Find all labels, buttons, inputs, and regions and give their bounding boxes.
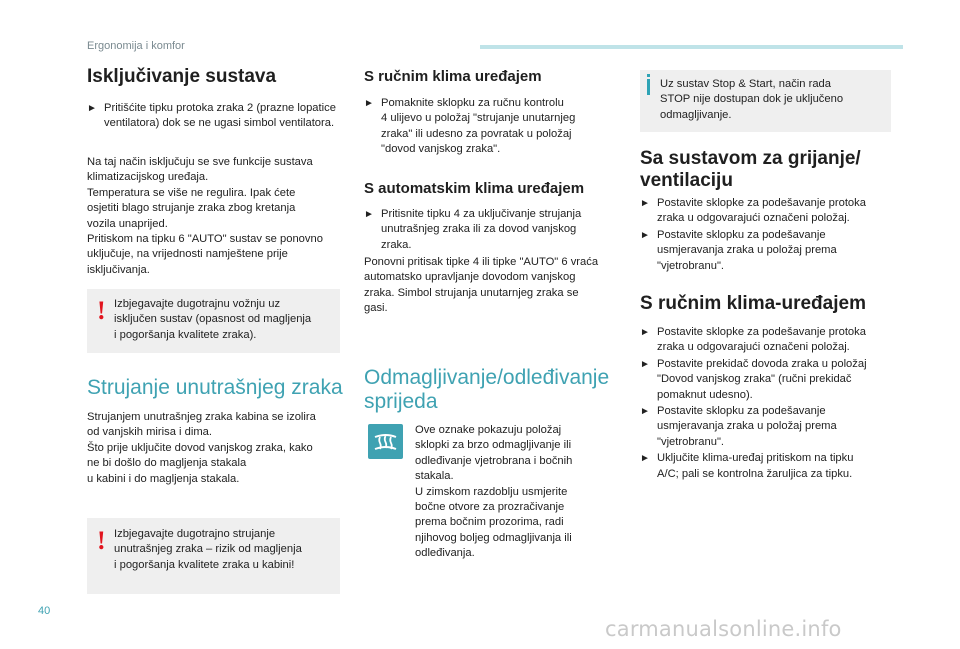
bullet-marker-icon: ► [640,358,650,370]
text-line: "Dovod vanjskog zraka" (ručni prekidač [657,373,852,386]
text-line: Izbjegavajte dugotrajno strujanje [114,528,276,540]
text-line: ne bi došlo do magljenja stakala [87,457,247,470]
text-line: zraka" ili udesno za povratak u položaj [381,127,572,140]
text-line: Pritiskom na tipku 6 "AUTO" sustav se ponovno [87,233,323,246]
text-line: pomaknut udesno). [657,388,753,401]
text-line: unutrašnjeg zraka ili za dovod vanjskog [381,223,577,236]
text-line: Temperatura se više ne regulira. Ipak ćete [87,186,296,199]
text-line: sklopki za brzo odmagljivanje ili [415,439,572,452]
text-line: odleđivanja. [415,547,475,560]
rear-defrost-icon [368,424,403,459]
text-line: zraka. [381,238,412,251]
info-text [660,77,843,123]
text-line: Izbjegavajte dugotrajnu vožnju uz [114,298,281,310]
text-line: gasi. [364,302,388,315]
text-line: Uključite klima-uređaj pritiskom na tipku [657,452,854,465]
text-line: usmjeravanja zraka u položaj prema [657,244,837,257]
section-title-odmagljivanje [364,366,609,414]
title-line: ventilaciju [640,170,733,191]
info-box [640,70,891,132]
text-line: Postavite prekidač dovoda zraka u položaj [657,357,867,370]
warning-text [114,297,311,343]
warning-icon: ! [97,296,106,325]
section-title-strujanje: Strujanje unutrašnjeg zraka [87,376,343,399]
list-item [640,357,900,403]
text-line: automatsko upravljanje dovodom vanjskog [364,271,576,284]
warning-box [87,289,340,353]
text-line: Strujanjem unutrašnjeg zraka kabina se izolira [87,411,316,423]
text-line: osjetiti blago strujanje zraka zbog kretanja [87,202,296,215]
title-line: Odmagljivanje/odleđivanje [364,366,610,389]
text-line: Na taj način isključuju se sve funkcije sustava [87,156,313,168]
bullet-marker-icon: ► [640,406,650,418]
watermark-logo: carmanualsonline.info [605,617,842,641]
text-line: Postavite sklopke za podešavanje protoka [657,326,866,338]
col1-bullet-list [87,101,342,133]
info-icon-dot [647,74,650,77]
text-line: klimatizacijskog uređaja. [87,171,209,184]
text-line: Postavite sklopku za podešavanje [657,228,826,241]
text-line: zraka u odgovarajući označeni položaj. [657,212,850,225]
info-icon [647,79,650,95]
bullet-marker-icon: ► [640,198,650,209]
section-title-grijanje [640,148,861,192]
section-title-automatski: S automatskim klima uređajem [364,180,585,197]
text-line: i pogoršanja kvalitete zraka u kabini! [114,558,295,571]
bullet-marker-icon: ► [640,229,650,241]
text-line: 4 ulijevo u položaj "strujanje unutarnjeg [381,112,576,125]
text-line: Uz sustav Stop & Start, način rada [660,78,832,90]
text-line: vozila unaprijed. [87,217,168,230]
text-line: usmjeravanja zraka u položaj prema [657,420,837,433]
list-item [640,196,900,227]
text-line: od vanjskih mirisa i dima. [87,426,212,439]
section-title-isklj: Isključivanje sustava [87,66,277,87]
bullet-marker-icon: ► [364,98,374,109]
text-line: i pogoršanja kvalitete zraka). [114,328,257,341]
text-line: U zimskom razdoblju usmjerite [415,485,568,498]
warning-icon: ! [97,526,106,555]
text-line: u kabini i do magljenja stakala. [87,472,240,485]
text-line: Ove oznake pokazuju položaj [415,424,562,436]
text-line: isključivanja. [87,263,150,276]
title-line: Sa sustavom za grijanje/ [640,148,861,169]
col3-bullet-list-1 [640,196,900,275]
text-line: Što prije uključite dovod vanjskog zraka, kako [87,441,313,454]
defrost-description [415,423,615,562]
list-item [364,96,614,158]
section-title-rucni: S ručnim klima uređajem [364,68,542,85]
text-line: zraka. Simbol strujanja unutarnjeg zraka se [364,286,579,299]
list-item [640,228,900,274]
section-title-rucni-klima: S ručnim klima-uređajem [640,293,866,314]
text-line: njihovog boljeg odmagljivanja ili [415,531,572,544]
bullet-marker-icon: ► [364,209,374,220]
list-item [640,325,900,356]
col1-paragraph-2 [87,410,347,487]
bullet-marker-icon: ► [87,103,97,114]
text-line: bočne otvore za prozračivanje [415,501,565,514]
text-line: Postavite sklopke za podešavanje protoka [657,197,866,209]
text-line: "vjetrobranu". [657,435,725,448]
text-line: unutrašnjeg zraka – rizik od magljenja [114,543,302,556]
text-line: A/C; pali se kontrolna žaruljica za tipku. [657,467,853,480]
text-line: STOP nije dostupan dok je uključeno [660,93,844,106]
text-line: Pomaknite sklopku za ručnu kontrolu [381,97,564,109]
list-item [364,207,619,253]
title-line: sprijeda [364,390,438,413]
col1-paragraph [87,155,347,278]
running-header: Ergonomija i komfor [87,40,185,52]
text-line: isključen sustav (opasnost od magljenja [114,313,312,326]
text-line: prema bočnim prozorima, radi [415,516,564,529]
list-item [640,404,900,450]
text-line: stakala. [415,470,454,483]
text-line: odmagljivanje. [660,108,732,121]
text-line: Pritisnite tipku 4 za uključivanje strujanja [381,208,582,220]
header-accent-bar [480,45,903,49]
bullet-marker-icon: ► [640,327,650,338]
list-item [640,451,900,482]
text-line: uključuje, na vrijednosti namještene prije [87,248,288,261]
text-line: Ponovni pritisak tipke 4 ili tipke "AUTO" 6 vraća [364,256,599,268]
text-line: "dovod vanjskog zraka". [381,143,501,156]
warning-text [114,527,302,573]
bullet-text: Pritišćite tipku protoka zraka 2 (prazne lopatice ventilatora) dok se ne ugasi simbol ventilatora. [104,102,336,130]
col3-bullet-list-2 [640,325,900,483]
col2-paragraph [364,255,624,317]
bullet-marker-icon: ► [640,453,650,465]
warning-box-2 [87,518,340,594]
col2-bullet-list-1 [364,96,614,159]
text-line: odleđivanje vjetrobrana i bočnih [415,454,573,467]
text-line: Postavite sklopku za podešavanje [657,405,826,418]
text-line: zraka u odgovarajući označeni položaj. [657,341,850,354]
text-line: "vjetrobranu". [657,259,725,272]
list-item [87,101,342,132]
col2-bullet-list-2 [364,207,619,254]
page-number: 40 [38,605,51,617]
